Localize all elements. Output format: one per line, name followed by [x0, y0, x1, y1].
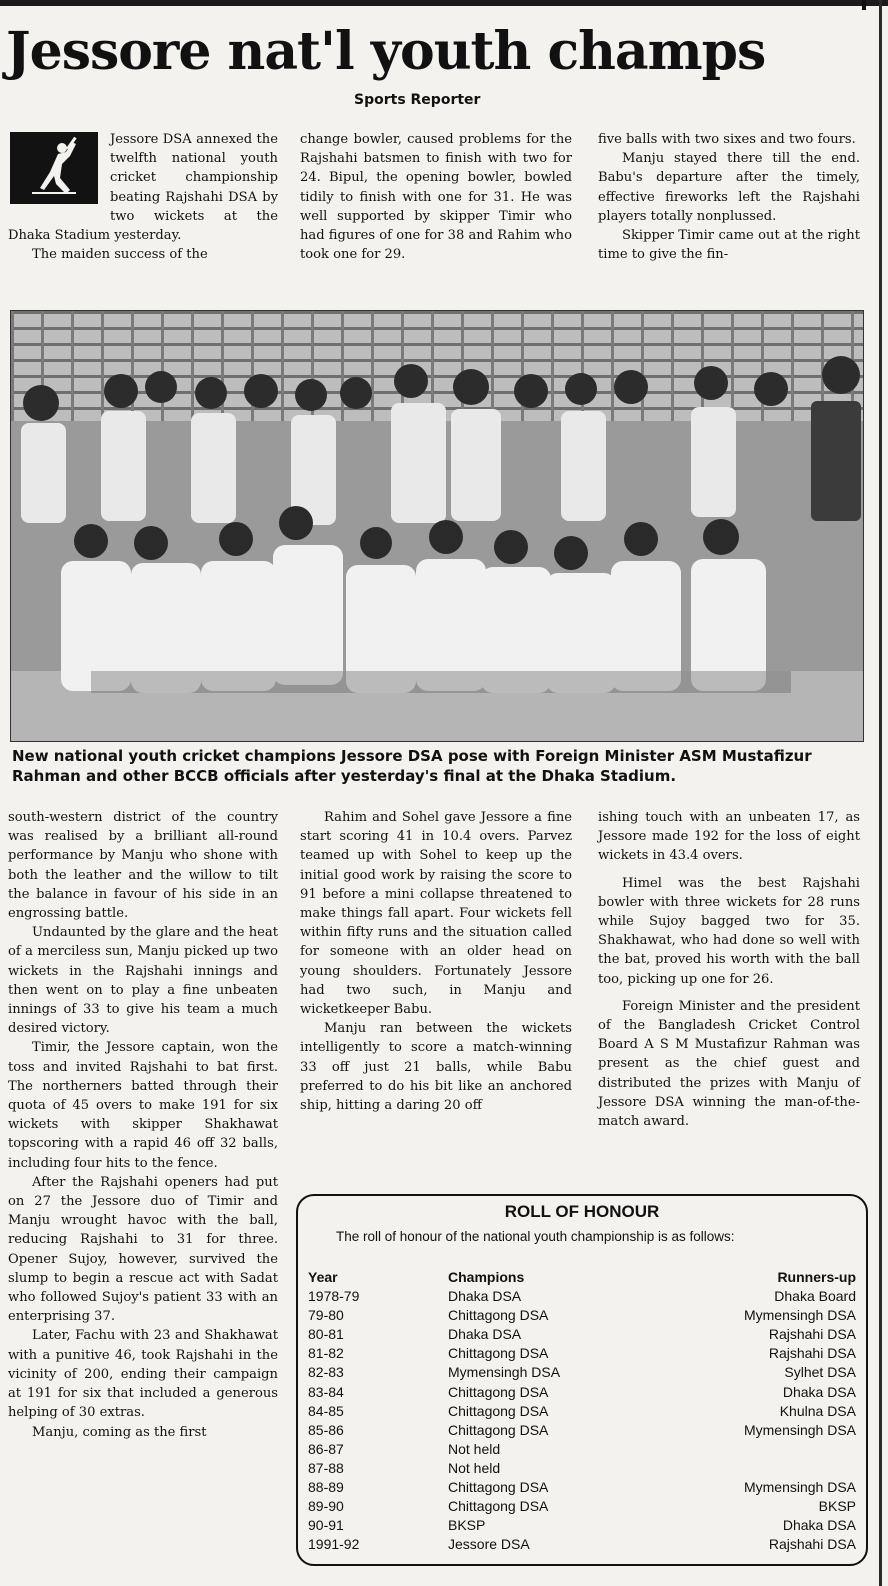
cell-champion: Chittagong DSA — [448, 1345, 549, 1362]
cell-champion: Chittagong DSA — [448, 1421, 549, 1438]
cell-year: 81-82 — [308, 1345, 344, 1362]
roll-intro: The roll of honour of the national youth championship is as follows: — [336, 1229, 735, 1244]
paragraph: Undaunted by the glare and the heat of a merciless sun, Manju picked up two wickets in the Rajshahi innings and then went on to play a fine unbeaten innings of 33 to give his team a much desired victory. — [8, 925, 278, 1037]
article-column-5 — [300, 808, 572, 1115]
table-row — [308, 1478, 856, 1497]
table-row — [308, 1535, 856, 1554]
table-row — [308, 1383, 856, 1402]
cell-year: 86-87 — [308, 1440, 344, 1457]
table-row — [308, 1287, 856, 1306]
cell-champion: Chittagong DSA — [448, 1498, 549, 1515]
cell-year: 88-89 — [308, 1479, 344, 1496]
cell-year: 87-88 — [308, 1459, 344, 1476]
cell-year: 89-90 — [308, 1498, 344, 1515]
table-header-row — [308, 1268, 856, 1287]
column-rule — [879, 0, 882, 1586]
table-row — [308, 1402, 856, 1421]
table-row — [308, 1325, 856, 1344]
article-column-3 — [598, 130, 860, 264]
article-column-4 — [8, 808, 278, 1584]
roll-title: ROLL OF HONOUR — [504, 1202, 660, 1221]
table-row — [308, 1306, 856, 1325]
headline: Jessore nat'l youth champs — [6, 21, 766, 82]
cell-year: 90-91 — [308, 1517, 344, 1534]
table-row — [308, 1363, 856, 1382]
paragraph: five balls with two sixes and two fours. — [598, 132, 856, 147]
cell-champion: Dhaka DSA — [448, 1326, 522, 1343]
cell-year: 85-86 — [308, 1421, 344, 1438]
cell-runner-up: Rajshahi DSA — [768, 1536, 856, 1553]
cell-runner-up: Sylhet DSA — [784, 1364, 856, 1381]
article-column-2 — [300, 130, 572, 264]
cell-runner-up: Khulna DSA — [779, 1402, 856, 1419]
table-row — [308, 1497, 856, 1516]
table-row — [308, 1516, 856, 1535]
cell-year: 80-81 — [308, 1326, 344, 1343]
top-rule — [0, 0, 888, 6]
cell-champion: Jessore DSA — [448, 1536, 530, 1553]
cell-runner-up: Rajshahi DSA — [768, 1345, 856, 1362]
cell-champion: Chittagong DSA — [448, 1383, 549, 1400]
table-row — [308, 1421, 856, 1440]
paragraph: change bowler, caused problems for the Rajshahi batsmen to finish with two for 24. Bipul, the opening bowler, bowled tidily to finish with one for 31. He was well supported by skipper Timir who had figures of one for 38 and Rahim who took one for 29. — [300, 132, 572, 263]
paragraph: The maiden success of the — [32, 247, 208, 263]
roll-of-honour-box — [296, 1194, 868, 1566]
paragraph: ishing touch with an unbeaten 17, as Jessore made 192 for the loss of eight wickets in 43.4 overs. — [598, 810, 860, 864]
cell-runner-up: Dhaka DSA — [782, 1517, 856, 1534]
cell-year: 84-85 — [308, 1402, 344, 1419]
cell-year: 79-80 — [308, 1307, 344, 1324]
cell-runner-up: Rajshahi DSA — [768, 1326, 856, 1343]
table-row — [308, 1459, 856, 1478]
paragraph: Jessore DSA annexed the twelfth national youth cricket championship beating Rajshahi DSA by two wickets at the Dhaka Stadium yesterday. — [8, 132, 278, 244]
paragraph: Skipper Timir came out at the right time to give the fin- — [598, 228, 860, 263]
paragraph: Manju, coming as the first — [32, 1424, 207, 1440]
cell-champion: Dhaka DSA — [448, 1288, 522, 1305]
table-row — [308, 1344, 856, 1363]
paragraph: south-western district of the country was realised by a brilliant all-round performance by Manju who shone with both the leather and the willow to tilt the balance in favour of his side in an engrossing battle. — [8, 810, 278, 922]
roll-table — [308, 1268, 856, 1554]
rule-tick — [862, 0, 866, 10]
cell-year: 82-83 — [308, 1364, 344, 1381]
paragraph: After the Rajshahi openers had put on 27 the Jessore duo of Timir and Manju wrought havoc with the ball, reducing Rajshahi to 31 for three. Opener Sujoy, however, survived the slump to begin a rescue act with Sadat who followed Sujoy's patient 33 with an enterprising 37. — [8, 1174, 278, 1325]
paragraph: Manju stayed there till the end. Babu's departure after the timely, effective fireworks left the Rajshahi players totally nonplussed. — [598, 151, 860, 224]
article-column-6 — [598, 808, 860, 1131]
cell-runner-up: Dhaka DSA — [782, 1383, 856, 1400]
cell-champion: Chittagong DSA — [448, 1307, 549, 1324]
photo-caption: New national youth cricket champions Jessore DSA pose with Foreign Minister ASM Mustafizur Rahman and other BCCB officials after yesterday's final at the Dhaka Stadium. — [12, 747, 812, 785]
cell-champion: BKSP — [448, 1517, 486, 1534]
header-champions: Champions — [448, 1269, 525, 1285]
cell-champion: Mymensingh DSA — [448, 1364, 561, 1381]
paragraph: Foreign Minister and the president of the Bangladesh Cricket Control Board A S M Mustafizur Rahman was present as the chief guest and distributed the prizes with Manju of Jessore DSA winning the man-of-the-match award. — [598, 998, 860, 1130]
paragraph: Timir, the Jessore captain, won the toss and invited Rajshahi to bat first. The northerners batted through their quota of 45 overs to make 191 for six wickets with skipper Shakhawat topscoring with a rapid 46 off 32 balls, including four hits to the fence. — [8, 1040, 278, 1171]
header-runners-up: Runners-up — [777, 1269, 856, 1285]
cell-runner-up: Mymensingh DSA — [743, 1307, 856, 1324]
cell-runner-up: BKSP — [818, 1498, 856, 1515]
cell-champion: Not held — [448, 1459, 501, 1476]
team-photo — [10, 310, 864, 742]
article-column-1 — [8, 130, 278, 264]
paragraph: Rahim and Sohel gave Jessore a fine start scoring 41 in 10.4 overs. Parvez teamed up with Sohel to keep up the initial good work by raising the score to 91 before a mini collapse threatened to make things fall apart. Four wickets fell within fifty runs and the situation called for someone with an older head on young shoulders. Fortunately Jessore had two such, in Manju and wicketkeeper Babu. — [300, 810, 572, 1018]
byline: Sports Reporter — [354, 92, 481, 108]
cell-runner-up: Mymensingh DSA — [743, 1479, 856, 1496]
cell-year: 1978-79 — [308, 1288, 360, 1305]
header-year: Year — [308, 1269, 338, 1285]
table-row — [308, 1440, 856, 1459]
paragraph: Later, Fachu with 23 and Shakhawat with a punitive 46, took Rajshahi in the vicinity of 200, ending their campaign at 191 for six that included a generous helping of 30 extras. — [8, 1328, 278, 1421]
cell-year: 1991-92 — [308, 1536, 360, 1553]
cell-champion: Chittagong DSA — [448, 1402, 549, 1419]
cell-runner-up — [688, 1440, 856, 1459]
cell-year: 83-84 — [308, 1383, 344, 1400]
cell-champion: Not held — [448, 1440, 501, 1457]
cell-runner-up — [688, 1459, 856, 1478]
cell-runner-up: Mymensingh DSA — [743, 1421, 856, 1438]
paragraph: Manju ran between the wickets intelligently to score a match-winning 33 off just 21 balls, while Babu preferred to do his bit like an anchored ship, hitting a daring 20 off — [300, 1021, 572, 1114]
paragraph: Himel was the best Rajshahi bowler with three wickets for 28 runs while Sujoy bagged two for 35. Shakhawat, who had done so well with the bat, proved his worth with the ball too, picking up one for 26. — [598, 875, 860, 987]
cell-champion: Chittagong DSA — [448, 1479, 549, 1496]
cricket-logo-icon — [10, 132, 98, 204]
cell-runner-up: Dhaka Board — [774, 1288, 856, 1305]
